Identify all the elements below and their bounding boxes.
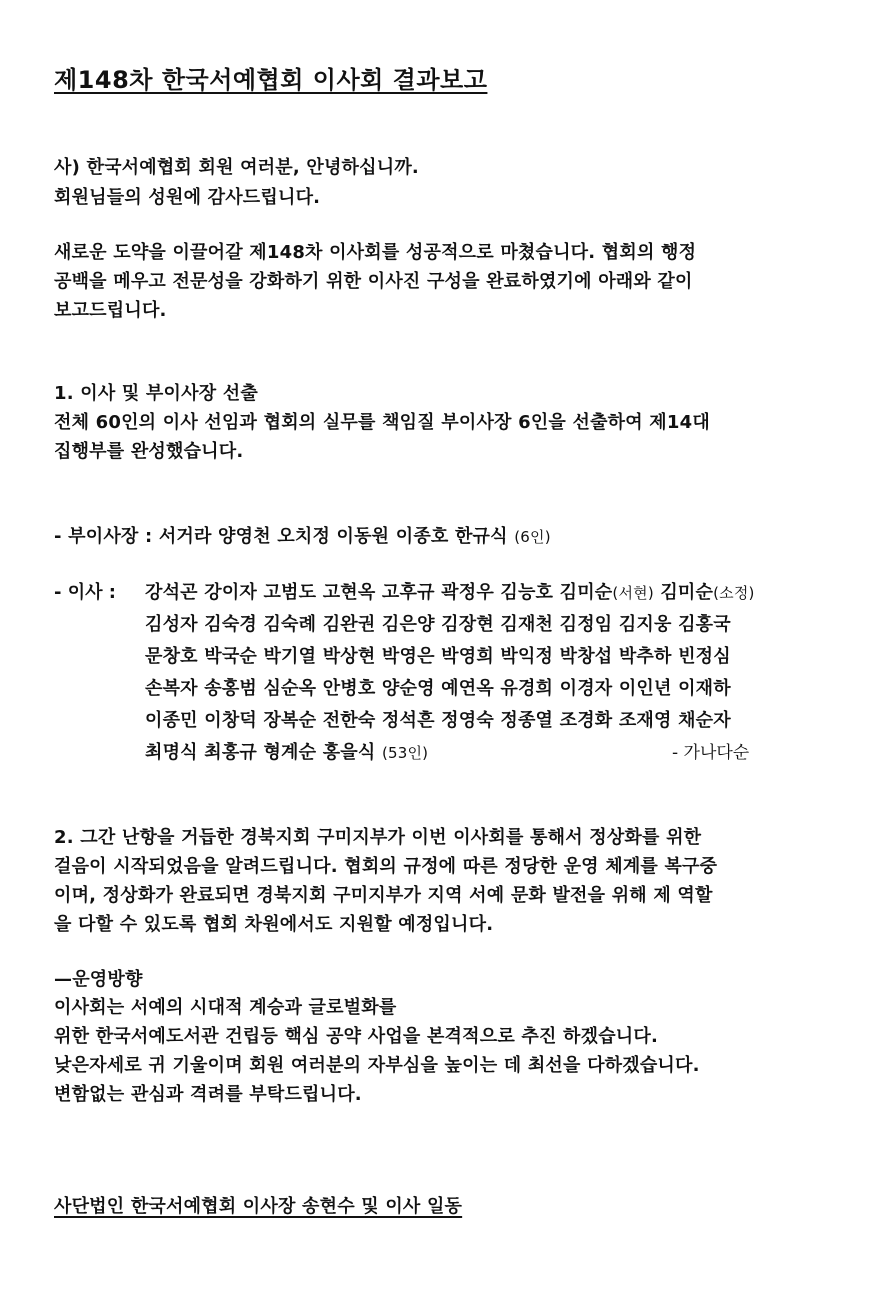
directors-row-4: 손복자 송홍범 심순옥 안병호 양순영 예연옥 유경희 이경자 이인년 이재하 [145, 678, 731, 699]
directors-row-1-note-a: (서현) [612, 584, 654, 602]
vice-chairs-names: - 부이사장 : 서거라 양영천 오치정 이동원 이종호 한규식 [54, 526, 508, 547]
directors-row-1-name-last: 김미순 [660, 582, 714, 603]
section2-line-1: 2. 그간 난항을 거듭한 경북지회 구미지부가 이번 이사회를 통해서 정상화를 위한 [54, 827, 702, 848]
signature-line: 사단법인 한국서예협회 이사장 송현수 및 이사 일동 [54, 1196, 463, 1217]
direction-line-3: 낮은자세로 귀 기울이며 회원 여러분의 자부심을 높이는 데 최선을 다하겠습니다. [54, 1055, 700, 1076]
section2-line-4: 을 다할 수 있도록 협회 차원에서도 지원할 예정입니다. [54, 914, 494, 935]
vice-chairs-line [54, 525, 551, 549]
section1-line-1: 전체 60인의 이사 선임과 협회의 실무를 책임질 부이사장 6인을 선출하여 제14대 [54, 412, 710, 433]
alphabetical-order-note: - 가나다순 [672, 743, 750, 763]
direction-line-2: 위한 한국서예도서관 건립등 핵심 공약 사업을 본격적으로 추진 하겠습니다. [54, 1026, 658, 1047]
section1-heading: 1. 이사 및 부이사장 선출 [54, 383, 258, 404]
direction-heading: —운영방향 [54, 969, 143, 990]
directors-row-1 [145, 581, 755, 605]
greeting-line-1: 사) 한국서예협회 회원 여러분, 안녕하십니까. [54, 157, 419, 178]
direction-line-1: 이사회는 서예의 시대적 계승과 글로벌화를 [54, 997, 397, 1018]
section2-line-2: 걸음이 시작되었음을 알려드립니다. 협회의 규정에 따른 정당한 운영 체계를 복구중 [54, 856, 718, 877]
directors-row-6 [145, 741, 428, 765]
directors-row-3: 문창호 박국순 박기열 박상현 박영은 박영희 박익정 박창섭 박추하 빈정심 [145, 646, 731, 667]
directors-row-1-note-b: (소정) [713, 584, 755, 602]
directors-label: - 이사 : [54, 582, 116, 603]
intro-line-1: 새로운 도약을 이끌어갈 제148차 이사회를 성공적으로 마쳤습니다. 협회의 행정 [54, 242, 697, 263]
intro-line-2: 공백을 메우고 전문성을 강화하기 위한 이사진 구성을 완료하였기에 아래와 같이 [54, 271, 693, 292]
section1-line-2: 집행부를 완성했습니다. [54, 441, 244, 462]
document-title: 제148차 한국서예협회 이사회 결과보고 [54, 66, 488, 94]
directors-count: (53인) [381, 744, 429, 762]
section2-line-3: 이며, 정상화가 완료되면 경북지회 구미지부가 지역 서예 문화 발전을 위해 제 역할 [54, 885, 713, 906]
greeting-line-2: 회원님들의 성원에 감사드립니다. [54, 187, 321, 208]
directors-row-6-names: 최명식 최홍규 형계순 홍을식 [145, 742, 376, 763]
directors-row-1-names: 강석곤 강이자 고범도 고현옥 고후규 곽정우 김능호 김미순 [145, 582, 613, 603]
intro-line-3: 보고드립니다. [54, 300, 167, 321]
directors-row-5: 이종민 이창덕 장복순 전한숙 정석흔 정영숙 정종열 조경화 조재영 채순자 [145, 710, 731, 731]
direction-line-4: 변함없는 관심과 격려를 부탁드립니다. [54, 1084, 362, 1105]
vice-chairs-count: (6인) [514, 528, 551, 546]
directors-row-2: 김성자 김숙경 김숙례 김완권 김은양 김장현 김재천 김정임 김지웅 김홍국 [145, 614, 731, 635]
